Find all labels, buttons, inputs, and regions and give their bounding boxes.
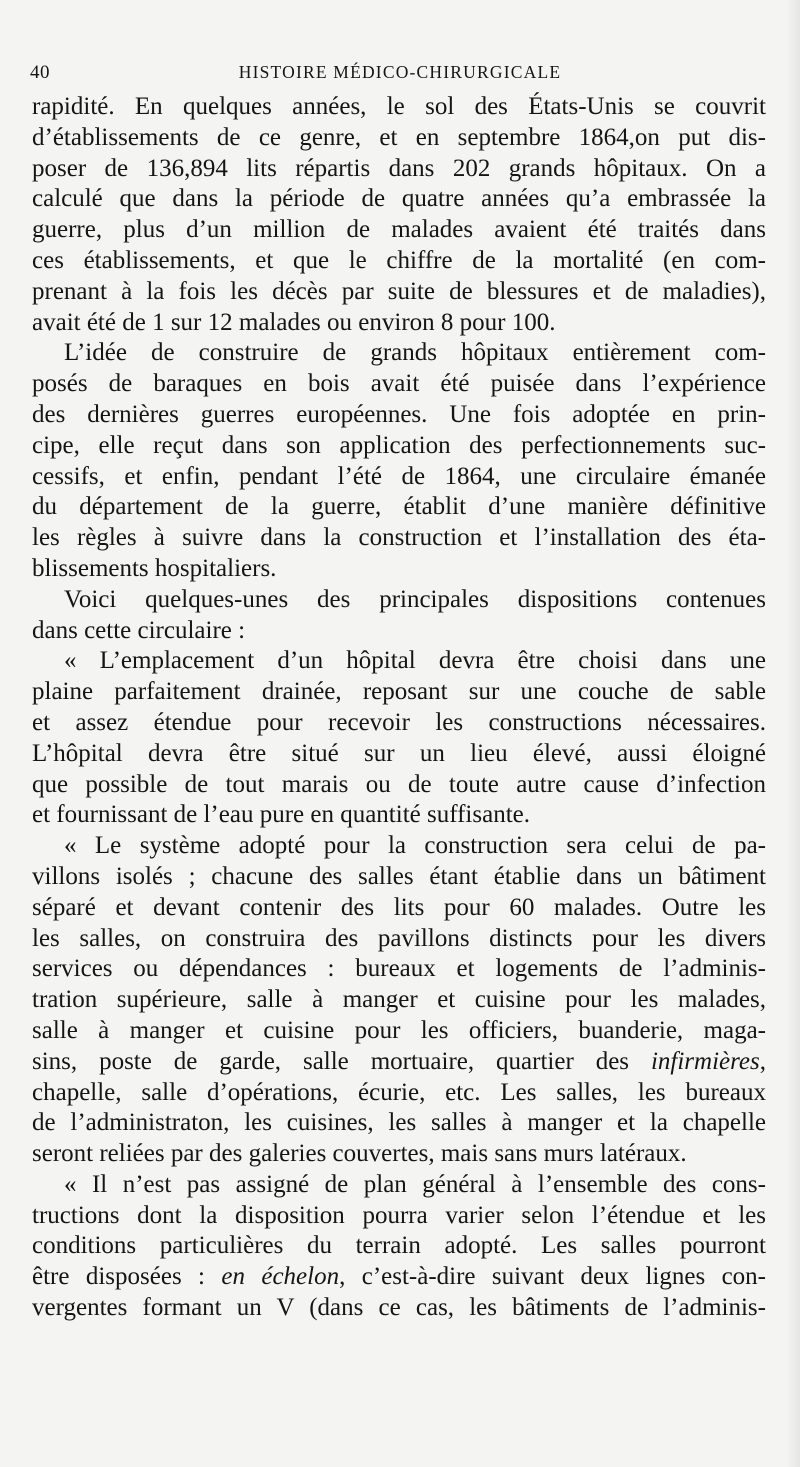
- text-line: [32, 462, 766, 493]
- text-line-content: plaine parfaitement drainée, reposant sur une couche de sable: [32, 678, 766, 706]
- text-line-content: que possible de tout marais ou de toute autre cause d’infection: [32, 770, 766, 798]
- text-line: [32, 369, 766, 400]
- text-line-content: salle à manger et cuisine pour les officiers, buanderie, maga-: [32, 1016, 766, 1044]
- text-line-content: être disposées :: [32, 1263, 222, 1291]
- text-line: [32, 862, 766, 893]
- text-line: [32, 308, 766, 339]
- text-line-content: cessifs, et enfin, pendant l’été de 1864, une circulaire émanée: [32, 462, 766, 490]
- text-line: [32, 616, 766, 647]
- text-line: [32, 831, 766, 862]
- page-header: [30, 62, 770, 88]
- italic-text: en échelon: [221, 1263, 340, 1291]
- text-line: [32, 1170, 766, 1201]
- text-line: [32, 1139, 766, 1170]
- text-line: [32, 1231, 766, 1262]
- text-line: [32, 554, 766, 585]
- text-line-content: les salles, on construira des pavillons distincts pour les divers: [32, 924, 766, 952]
- text-line: [32, 523, 766, 554]
- text-line-content: avait été de 1 sur 12 malades ou environ 8 pour 100.: [32, 308, 556, 336]
- text-line: [32, 585, 766, 616]
- text-line-content: des dernières guerres européennes. Une fois adoptée en prin-: [32, 400, 766, 428]
- text-line-content: ces établissements, et que le chiffre de la mortalité (en com-: [32, 246, 766, 274]
- text-line-content: « Il n’est pas assigné de plan général à l’ensemble des cons-: [64, 1170, 766, 1198]
- text-line-content: L’idée de construire de grands hôpitaux entièrement com-: [64, 339, 766, 367]
- text-line: [32, 893, 766, 924]
- text-line-content: seront reliées par des galeries couvertes, mais sans murs latéraux.: [32, 1140, 687, 1168]
- text-line-content: d’établissements de ce genre, et en septembre 1864,on put dis-: [32, 123, 766, 151]
- text-line-content: calculé que dans la période de quatre années qu’a embrassée la: [32, 185, 766, 213]
- text-line-content: poser de 136,894 lits répartis dans 202 grands hôpitaux. On a: [32, 154, 766, 182]
- text-line-content: du département de la guerre, établit d’une manière définitive: [32, 493, 766, 521]
- text-line-content: les règles à suivre dans la construction et l’installation des éta-: [32, 524, 766, 552]
- text-line: [32, 985, 766, 1016]
- text-line-content: rapidité. En quelques années, le sol des États-Unis se couvrit: [32, 93, 766, 120]
- text-line-content: « L’emplacement d’un hôpital devra être choisi dans une: [64, 647, 766, 675]
- text-line: [32, 1262, 766, 1293]
- text-line: [32, 708, 766, 739]
- text-line-content: posés de baraques en bois avait été puisée dans l’expérience: [32, 370, 766, 398]
- text-line-content: tructions dont la disposition pourra varier selon l’étendue et les: [32, 1201, 766, 1229]
- text-line: [32, 154, 766, 185]
- text-line-content: guerre, plus d’un million de malades avaient été traités dans: [32, 216, 766, 244]
- text-line: [32, 924, 766, 955]
- text-line-content: « Le système adopté pour la construction sera celui de pa-: [64, 832, 766, 860]
- text-line: [32, 770, 766, 801]
- text-line: [32, 123, 766, 154]
- text-line: [32, 739, 766, 770]
- text-line-content: conditions particulières du terrain adopté. Les salles pourront: [32, 1232, 766, 1260]
- text-line: [32, 1047, 766, 1078]
- text-line: [32, 215, 766, 246]
- text-line: [32, 492, 766, 523]
- text-line-content: Voici quelques-unes des principales dispositions contenues: [64, 585, 766, 613]
- text-line-content: et fournissant de l’eau pure en quantité suffisante.: [32, 801, 530, 829]
- text-line: [32, 431, 766, 462]
- text-line: [32, 400, 766, 431]
- text-line: [32, 1078, 766, 1109]
- text-line-content: cipe, elle reçut dans son application des perfectionnements suc-: [32, 431, 766, 459]
- text-line-content: vergentes formant un V (dans ce cas, les bâtiments de l’adminis-: [32, 1294, 766, 1322]
- text-line-continuation: , c’est-à-dire suivant deux lignes con-: [339, 1263, 766, 1291]
- page-edge-shadow: [786, 0, 800, 1467]
- text-line-content: villons isolés ; chacune des salles étant établie dans un bâtiment: [32, 862, 766, 890]
- text-line: [32, 800, 766, 831]
- text-line: [32, 1016, 766, 1047]
- text-line-content: chapelle, salle d’opérations, écurie, etc. Les salles, les bureaux: [32, 1078, 766, 1106]
- text-line-content: L’hôpital devra être situé sur un lieu élevé, aussi éloigné: [32, 739, 766, 767]
- text-line: [32, 184, 766, 215]
- body-text: [32, 92, 766, 1324]
- text-line-content: et assez étendue pour recevoir les constructions nécessaires.: [32, 708, 766, 736]
- text-line-content: prenant à la fois les décès par suite de blessures et de maladies),: [32, 277, 766, 305]
- text-line: [32, 246, 766, 277]
- running-title: HISTOIRE MÉDICO-CHIRURGICALE: [238, 62, 562, 82]
- text-line: [32, 954, 766, 985]
- text-line: [32, 1293, 766, 1324]
- text-line-content: séparé et devant contenir des lits pour 60 malades. Outre les: [32, 893, 766, 921]
- text-line: [32, 646, 766, 677]
- italic-text: infirmières: [650, 1047, 760, 1075]
- text-line: [32, 1108, 766, 1139]
- text-line: [32, 92, 766, 123]
- text-line-content: services ou dépendances : bureaux et logements de l’adminis-: [32, 955, 766, 983]
- text-line-content: blissements hospitaliers.: [32, 554, 277, 582]
- page-number: 40: [30, 62, 50, 83]
- text-line: [32, 338, 766, 369]
- text-line: [32, 277, 766, 308]
- text-line-continuation: ,: [759, 1047, 766, 1075]
- text-line-content: sins, poste de garde, salle mortuaire, quartier des: [32, 1047, 651, 1075]
- text-line-content: de l’administraton, les cuisines, les salles à manger et la chapelle: [32, 1109, 766, 1137]
- text-line: [32, 1201, 766, 1232]
- text-line: [32, 677, 766, 708]
- text-line-content: dans cette circulaire :: [32, 616, 246, 644]
- text-line-content: tration supérieure, salle à manger et cuisine pour les malades,: [32, 986, 766, 1014]
